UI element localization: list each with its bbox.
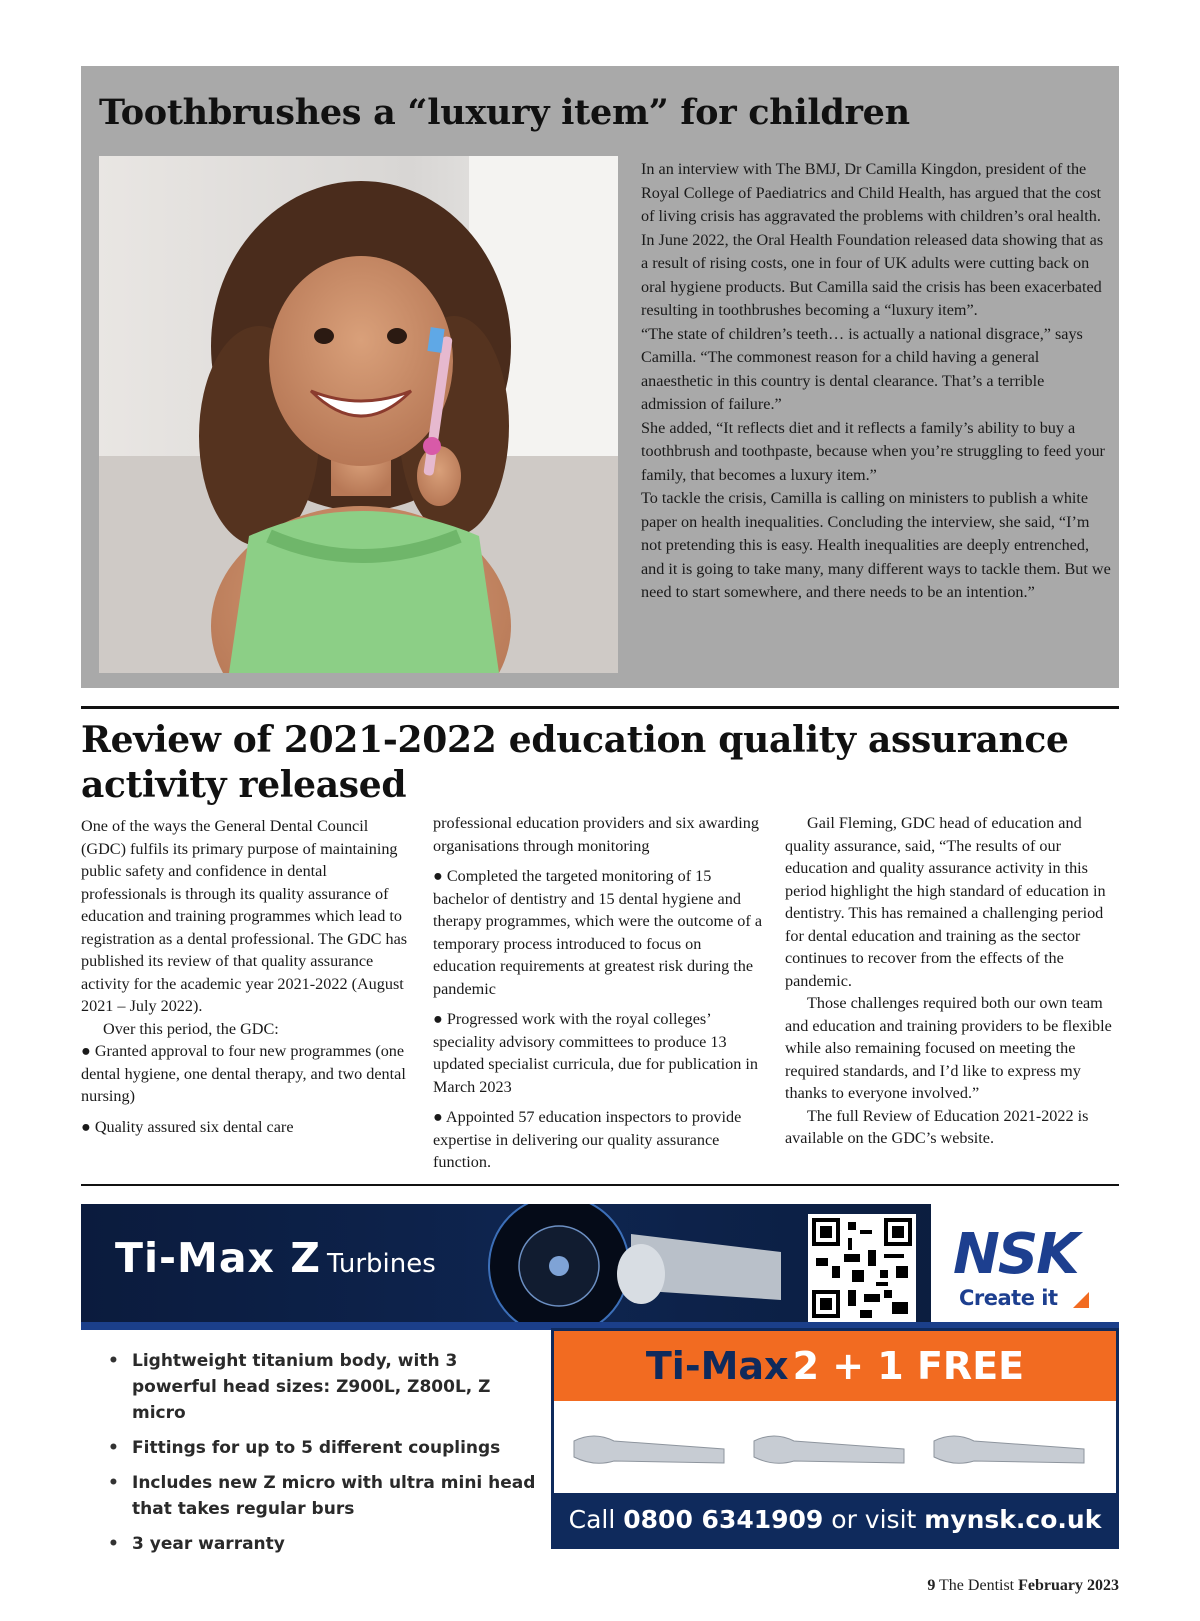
feature-list (108, 1348, 538, 1566)
article1-paragraph: In June 2022, the Oral Health Foundation released data showing that as a result of rising costs, one in four of UK adults were cutting back on oral hygiene products. But Camilla said the crisis has been exacerbated resulting in toothbrushes becoming a “luxury item”. (641, 230, 1104, 319)
offer-headline (554, 1331, 1116, 1401)
advert-product-title (115, 1234, 436, 1282)
feature-item: • Includes new Z micro with ultra mini head that takes regular burs (108, 1470, 538, 1522)
publication-name: The Dentist (939, 1577, 1015, 1594)
qr-code[interactable] (808, 1214, 916, 1322)
nsk-tagline: Create it (959, 1286, 1058, 1310)
child-toothbrush-photo (99, 156, 618, 673)
nsk-brand-panel (931, 1204, 1119, 1328)
article2-column-2 (433, 812, 765, 1174)
article2-column-3 (785, 812, 1117, 1150)
article1-paragraph: To tackle the crisis, Camilla is calling on ministers to publish a white paper on health inequalities. Concluding the interview, she said, “I’m not pretending this is easy. Health inequalities are deeply entrenched, and it is going to take many, many different ways to tackle them. But we need to start somewhere, and there needs to be an intention.” (641, 489, 1111, 601)
body-paragraph: Those challenges required both our own team and education and training providers to be flexible while also remaining focused on meeting the required standards, and I’d like to express my thanks to everyone involved.” (785, 994, 1112, 1102)
offer-deal: 2 + 1 FREE (792, 1344, 1025, 1388)
article1-paragraph: “The state of children’s teeth… is actually a national disgrace,” says Camilla. “The commonest reason for a child having a general anaesthetic in this country is dental clearance. That’s a terrible admission of failure.” (641, 324, 1083, 413)
advert-banner[interactable] (81, 1204, 1119, 1328)
phone-number[interactable]: 0800 6341909 (623, 1505, 824, 1534)
turbine-handpiece-icon (481, 1204, 811, 1328)
issue-date: February 2023 (1018, 1577, 1119, 1594)
cta-call-label: Call (568, 1505, 616, 1534)
bullet-item: ● Progressed work with the royal colleges’ speciality advisory committees to produce 13 updated specialist curricula, due for publication in March 2023 (433, 1010, 758, 1096)
article1-title: Toothbrushes a “luxury item” for children (99, 92, 910, 133)
handpiece-lineup-image (554, 1401, 1116, 1491)
body-paragraph: professional education providers and six awarding organisations through monitoring (433, 814, 759, 855)
product-sub: Turbines (326, 1249, 436, 1279)
feature-item: • Lightweight titanium body, with 3 powerful head sizes: Z900L, Z800L, Z micro (108, 1348, 538, 1426)
section-divider (81, 706, 1119, 709)
call-to-action[interactable] (554, 1493, 1116, 1546)
feature-item: • 3 year warranty (108, 1531, 538, 1557)
website-link[interactable]: mynsk.co.uk (924, 1505, 1102, 1534)
cta-or-label: or visit (831, 1505, 917, 1534)
body-paragraph: Gail Fleming, GDC head of education and quality assurance, said, “The results of our education and quality assurance activity in this period highlight the high standard of education in dentistry. This has remained a challenging period for dental education and training as the sector continues to recover from the effects of the pandemic. (785, 814, 1106, 990)
body-paragraph: One of the ways the General Dental Council (GDC) fulfils its primary purpose of maintaining public safety and confidence in dental professionals is through its quality assurance of education and training programmes which lead to registration as a dental professional. The GDC has published its review of that quality assurance activity for the academic year 2021-2022 (August 2021 – July 2022). (81, 817, 408, 1015)
product-name: Ti-Max Z (115, 1234, 321, 1282)
body-paragraph: The full Review of Education 2021-2022 is available on the GDC’s website. (785, 1106, 1089, 1147)
feature-item: • Fittings for up to 5 different couplings (108, 1435, 538, 1461)
body-paragraph: Over this period, the GDC: (103, 1019, 279, 1038)
bullet-item: ● Appointed 57 education inspectors to provide expertise in delivering our quality assurance function. (433, 1108, 742, 1171)
bullet-item: ● Quality assured six dental care (81, 1117, 294, 1136)
tagline-triangle-icon (1073, 1292, 1089, 1308)
feature-box (81, 66, 1119, 688)
article1-paragraph: She added, “It reflects diet and it reflects a family’s ability to buy a toothbrush and toothpaste, because when you’re struggling to feed your family, that becomes a luxury item.” (641, 418, 1105, 484)
offer-panel[interactable] (551, 1328, 1119, 1549)
section-divider (81, 1184, 1119, 1186)
nsk-logo: NSK (953, 1222, 1078, 1287)
bullet-item: ● Granted approval to four new programmes (one dental hygiene, one dental therapy, and two dental nursing) (81, 1042, 406, 1105)
bullet-item: ● Completed the targeted monitoring of 15 bachelor of dentistry and 15 dental hygiene and therapy programmes, which were the outcome of a temporary process introduced to focus on education requirements at greatest risk during the pandemic (433, 867, 763, 998)
article2-column-1 (81, 815, 413, 1138)
article1-body (641, 158, 1111, 605)
page-number: 9 (927, 1577, 936, 1594)
page-footer (927, 1577, 1119, 1595)
article2-title: Review of 2021-2022 education quality assurance activity released (81, 719, 1069, 806)
offer-product: Ti-Max (645, 1344, 789, 1388)
article1-paragraph: In an interview with The BMJ, Dr Camilla Kingdon, president of the Royal College of Paediatrics and Child Health, has argued that the cost of living crisis has aggravated the problems with children’s oral health. (641, 160, 1102, 225)
